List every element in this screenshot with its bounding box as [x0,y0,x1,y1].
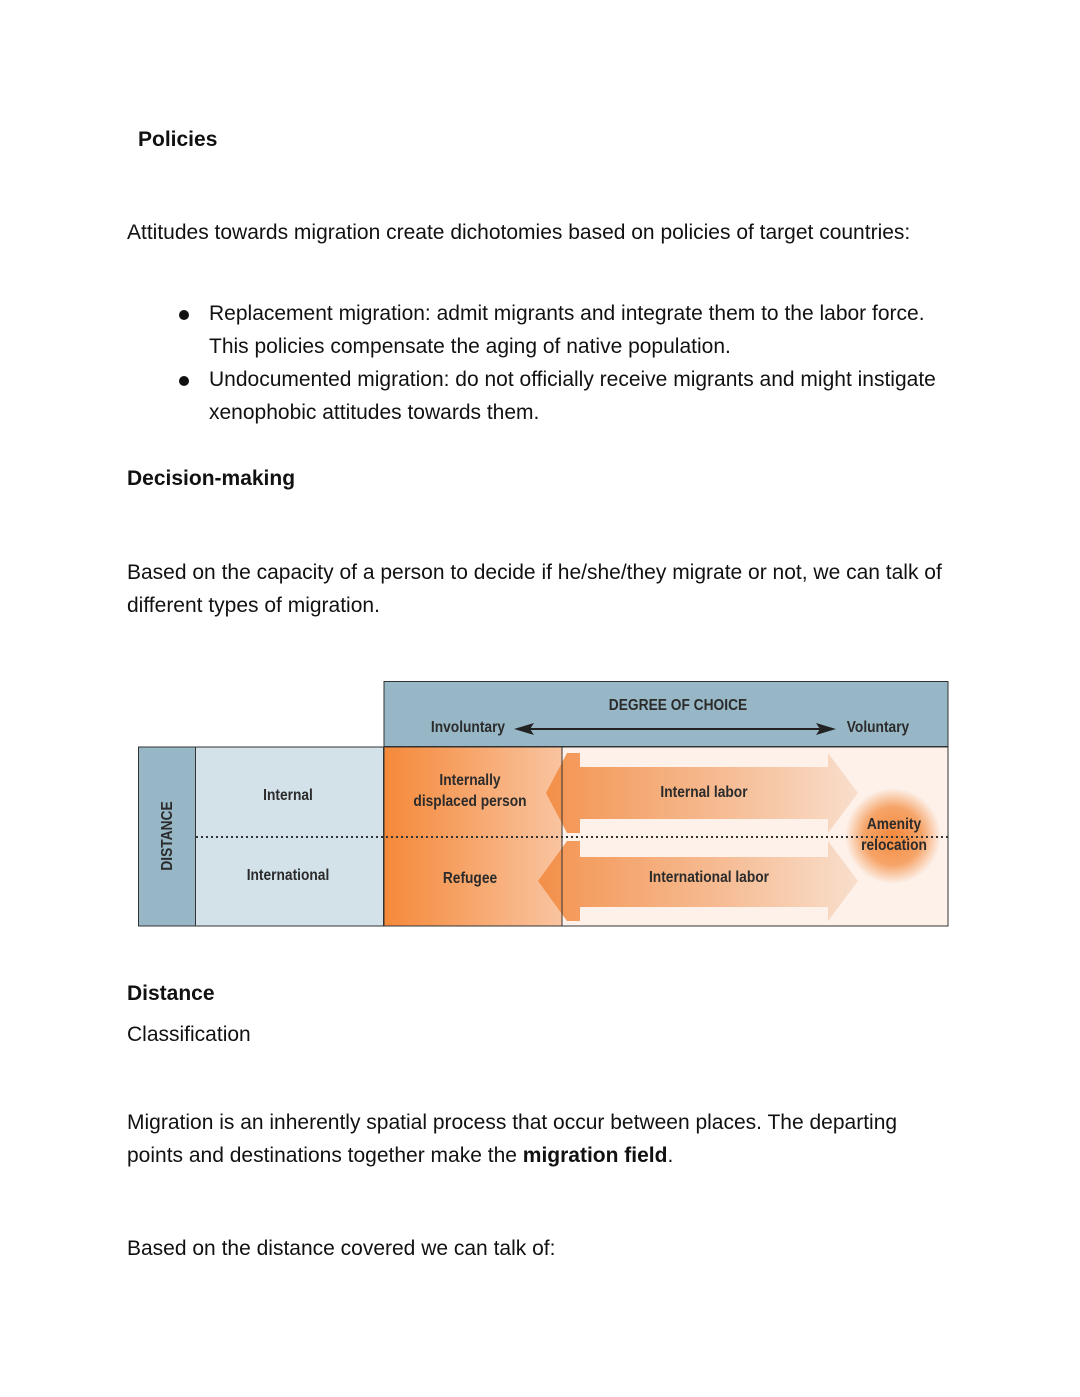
distance-label: DISTANCE [159,801,176,871]
list-item: Replacement migration: admit migrants and integrate them to the labor force. This policies compensate the aging of native population. [127,297,967,363]
policies-intro: Attitudes towards migration create dichotomies based on policies of target countries: [127,221,911,244]
bullet-icon [179,310,189,320]
row-international-label: International [246,867,330,884]
cell-refugee-label: Refugee [442,870,498,887]
subheading-classification: Classification [127,1023,251,1046]
heading-decision-making: Decision-making [127,467,296,490]
cell-internal-labor-label: Internal labor [660,784,748,801]
cell-amenity-label: Amenity relocation [861,816,927,854]
row-internal-label: Internal [263,787,313,804]
involuntary-label: Involuntary [430,719,506,736]
migration-field-term: migration field [522,1144,668,1167]
heading-distance: Distance [127,982,215,1005]
heading-policies: Policies [138,128,218,151]
policies-list [127,297,967,429]
degree-of-choice-diagram [138,681,949,927]
decision-text: Based on the capacity of a person to decide if he/she/they migrate or not, we can talk of different types of migration. [127,561,942,617]
cell-international-labor-label: International labor [648,869,770,886]
bullet-icon [179,376,189,386]
migration-field-text: Migration is an inherently spatial process that occur between places. The departing points and destinations together make the migration field. [127,1111,898,1167]
distance-intro-text: Based on the distance covered we can talk of: [127,1237,556,1260]
cell-idp-label: Internally displaced person [413,772,527,810]
degree-of-choice-title: DEGREE OF CHOICE [608,697,748,714]
list-item: Undocumented migration: do not officially receive migrants and might instigate xenophobic attitudes towards them. [127,363,967,429]
voluntary-label: Voluntary [846,719,910,736]
category-column [196,747,384,926]
